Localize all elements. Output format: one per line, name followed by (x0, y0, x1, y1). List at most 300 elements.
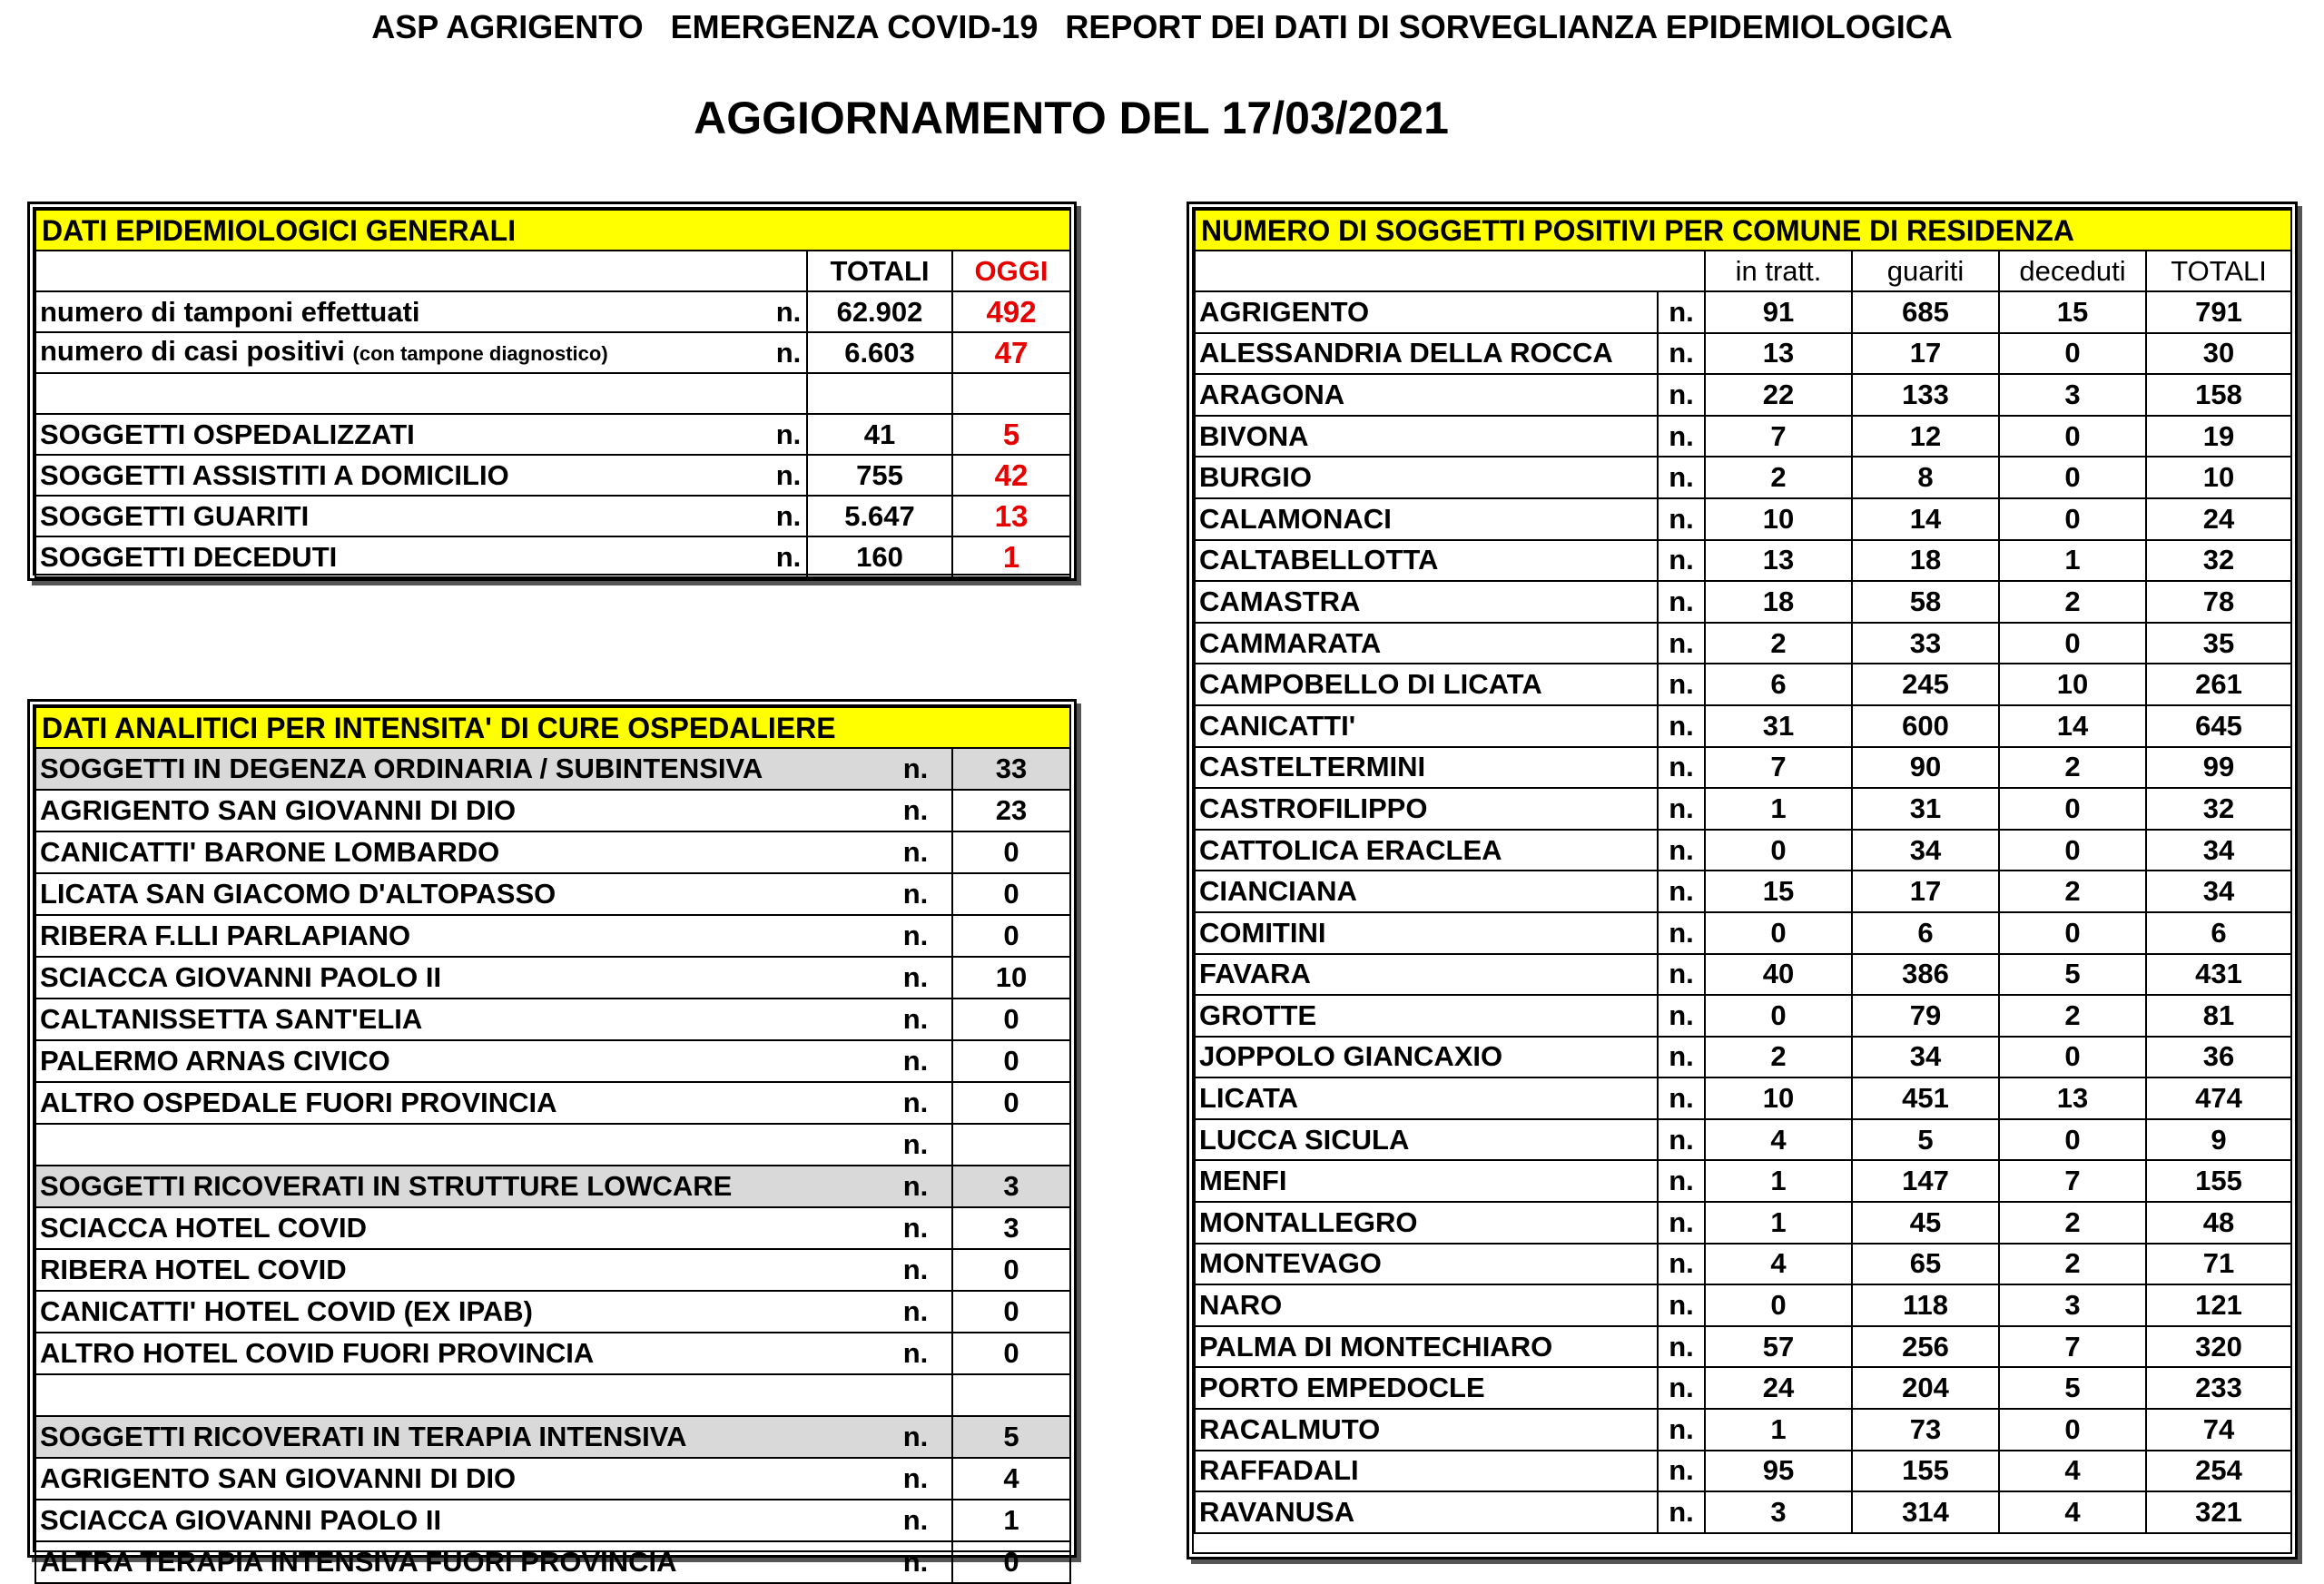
municipality-in-tratt: 0 (1705, 830, 1852, 871)
hospital-row-unit: n. (880, 1458, 952, 1500)
hospital-row (35, 873, 1070, 915)
hospital-row (35, 999, 1070, 1040)
municipality-in-tratt: 1 (1705, 1160, 1852, 1202)
municipality-guariti: 204 (1852, 1367, 1999, 1409)
general-row-unit: n. (771, 496, 807, 536)
hospital-row (35, 790, 1070, 831)
hospital-row-label: CANICATTI' HOTEL COVID (EX IPAB) (35, 1291, 880, 1333)
hospital-row-value: 0 (952, 1333, 1070, 1374)
municipality-unit: n. (1658, 540, 1705, 582)
general-data-table (34, 209, 1071, 578)
municipality-guariti: 45 (1852, 1202, 1999, 1244)
municipality-totali: 791 (2146, 291, 2291, 333)
municipality-row (1195, 747, 2291, 789)
col-header-guariti: guariti (1852, 251, 1999, 291)
municipality-totali: 19 (2146, 416, 2291, 457)
municipality-row (1195, 623, 2291, 664)
municipality-deceduti: 10 (1999, 664, 2146, 705)
municipality-totali: 121 (2146, 1284, 2291, 1326)
municipality-unit: n. (1658, 374, 1705, 416)
municipality-deceduti: 0 (1999, 1409, 2146, 1451)
municipality-guariti: 58 (1852, 581, 1999, 623)
hospital-row-value: 0 (952, 1249, 1070, 1291)
general-row-totali: 160 (807, 536, 952, 577)
municipality-name: PALMA DI MONTECHIARO (1195, 1326, 1658, 1368)
hospital-row (35, 831, 1070, 873)
municipality-in-tratt: 10 (1705, 1077, 1852, 1119)
hospital-care-panel (27, 699, 1077, 1578)
hospital-row-label: SOGGETTI RICOVERATI IN STRUTTURE LOWCARE (35, 1166, 880, 1207)
hospital-row (35, 1207, 1070, 1249)
municipality-totali: 36 (2146, 1037, 2291, 1078)
general-row-label-text: SOGGETTI DECEDUTI (40, 540, 338, 573)
municipality-totali: 34 (2146, 871, 2291, 912)
municipality-deceduti: 7 (1999, 1326, 2146, 1368)
municipality-row (1195, 664, 2291, 705)
hospital-row-value: 0 (952, 831, 1070, 873)
municipality-totali: 431 (2146, 954, 2291, 996)
municipality-name: CALTABELLOTTA (1195, 540, 1658, 582)
municipality-name: CATTOLICA ERACLEA (1195, 830, 1658, 871)
municipality-guariti: 17 (1852, 871, 1999, 912)
municipality-name: BIVONA (1195, 416, 1658, 457)
hospital-row-label: CALTANISSETTA SANT'ELIA (35, 999, 880, 1040)
hospital-row-label: CANICATTI' BARONE LOMBARDO (35, 831, 880, 873)
municipality-unit: n. (1658, 1244, 1705, 1285)
municipality-deceduti: 5 (1999, 954, 2146, 996)
municipality-in-tratt: 0 (1705, 1284, 1852, 1326)
municipality-unit: n. (1658, 995, 1705, 1037)
general-data-row (35, 536, 1070, 577)
hospital-row-unit: n. (880, 999, 952, 1040)
municipality-row (1195, 705, 2291, 747)
municipality-unit: n. (1658, 788, 1705, 830)
municipality-name: RAVANUSA (1195, 1491, 1658, 1533)
general-data-row (35, 496, 1070, 536)
hospital-row (35, 1291, 1070, 1333)
hospital-row-label: LICATA SAN GIACOMO D'ALTOPASSO (35, 873, 880, 915)
municipality-totali: 32 (2146, 540, 2291, 582)
municipality-unit: n. (1658, 664, 1705, 705)
municipality-guariti: 155 (1852, 1451, 1999, 1492)
municipality-row (1195, 995, 2291, 1037)
hospital-row-label: RIBERA HOTEL COVID (35, 1249, 880, 1291)
municipality-row (1195, 581, 2291, 623)
general-row-oggi: 47 (952, 332, 1070, 373)
municipality-totali: 32 (2146, 788, 2291, 830)
hospital-row-value: 1 (952, 1500, 1070, 1541)
municipality-totali: 10 (2146, 457, 2291, 498)
municipality-guariti: 17 (1852, 333, 1999, 375)
general-row-oggi: 492 (952, 291, 1070, 332)
municipality-in-tratt: 4 (1705, 1119, 1852, 1161)
municipality-unit: n. (1658, 498, 1705, 540)
hospital-row-value: 4 (952, 1458, 1070, 1500)
municipality-unit: n. (1658, 333, 1705, 375)
municipality-in-tratt: 2 (1705, 457, 1852, 498)
municipality-totali: 9 (2146, 1119, 2291, 1161)
municipality-in-tratt: 22 (1705, 374, 1852, 416)
municipality-in-tratt: 0 (1705, 995, 1852, 1037)
municipality-totali: 254 (2146, 1451, 2291, 1492)
general-data-title: DATI EPIDEMIOLOGICI GENERALI (35, 210, 1070, 251)
general-row-oggi: 13 (952, 496, 1070, 536)
hospital-row-label: SCIACCA GIOVANNI PAOLO II (35, 1500, 880, 1541)
municipality-deceduti: 2 (1999, 1244, 2146, 1285)
hospital-group-row (35, 748, 1070, 790)
general-data-row (35, 291, 1070, 332)
municipality-deceduti: 13 (1999, 1077, 2146, 1119)
col-header-in-tratt: in tratt. (1705, 251, 1852, 291)
municipality-totali: 48 (2146, 1202, 2291, 1244)
municipality-deceduti: 2 (1999, 581, 2146, 623)
municipality-deceduti: 0 (1999, 912, 2146, 954)
hospital-row-label (35, 1374, 880, 1416)
municipality-row (1195, 457, 2291, 498)
municipality-totali: 320 (2146, 1326, 2291, 1368)
municipality-in-tratt: 1 (1705, 1409, 1852, 1451)
municipality-name: BURGIO (1195, 457, 1658, 498)
municipality-in-tratt: 1 (1705, 1202, 1852, 1244)
municipality-guariti: 245 (1852, 664, 1999, 705)
hospital-row-label: RIBERA F.LLI PARLAPIANO (35, 915, 880, 957)
municipality-deceduti: 2 (1999, 871, 2146, 912)
general-row-label-text: SOGGETTI ASSISTITI A DOMICILIO (40, 458, 509, 491)
hospital-row-value: 5 (952, 1416, 1070, 1458)
hospital-group-row (35, 1416, 1070, 1458)
municipality-name: MENFI (1195, 1160, 1658, 1202)
municipality-row (1195, 1077, 2291, 1119)
municipality-row (1195, 1119, 2291, 1161)
hospital-row-unit: n. (880, 873, 952, 915)
municipality-row (1195, 540, 2291, 582)
municipality-in-tratt: 3 (1705, 1491, 1852, 1533)
municipality-guariti: 34 (1852, 830, 1999, 871)
municipality-unit: n. (1658, 1284, 1705, 1326)
municipality-totali: 24 (2146, 498, 2291, 540)
hospital-row (35, 1082, 1070, 1124)
municipality-deceduti: 2 (1999, 747, 2146, 789)
municipality-row (1195, 1326, 2291, 1368)
municipality-deceduti: 0 (1999, 1119, 2146, 1161)
municipality-totali: 645 (2146, 705, 2291, 747)
general-row-label-text: SOGGETTI GUARITI (40, 499, 310, 532)
municipality-unit: n. (1658, 623, 1705, 664)
municipality-guariti: 147 (1852, 1160, 1999, 1202)
municipality-row (1195, 1409, 2291, 1451)
col-header-totali-comuni: TOTALI (2146, 251, 2291, 291)
hospital-row-unit: n. (880, 1249, 952, 1291)
general-data-row (35, 373, 1070, 414)
municipality-row (1195, 333, 2291, 375)
general-row-unit: n. (771, 332, 807, 373)
municipality-unit: n. (1658, 581, 1705, 623)
municipality-name: GROTTE (1195, 995, 1658, 1037)
hospital-row-value: 0 (952, 999, 1070, 1040)
col-header-totali: TOTALI (807, 251, 952, 291)
municipality-deceduti: 0 (1999, 623, 2146, 664)
municipality-name: CASTROFILIPPO (1195, 788, 1658, 830)
municipality-totali: 261 (2146, 664, 2291, 705)
municipality-row (1195, 374, 2291, 416)
municipality-deceduti: 0 (1999, 1037, 2146, 1078)
hospital-row-value: 0 (952, 1040, 1070, 1082)
municipality-row (1195, 498, 2291, 540)
municipality-unit: n. (1658, 954, 1705, 996)
municipality-name: NARO (1195, 1284, 1658, 1326)
general-row-unit: n. (771, 414, 807, 455)
col-header-deceduti: deceduti (1999, 251, 2146, 291)
municipality-deceduti: 2 (1999, 1202, 2146, 1244)
municipality-guariti: 65 (1852, 1244, 1999, 1285)
municipality-row (1195, 291, 2291, 333)
municipality-unit: n. (1658, 705, 1705, 747)
general-data-panel (27, 202, 1077, 581)
municipality-totali: 78 (2146, 581, 2291, 623)
municipality-unit: n. (1658, 1160, 1705, 1202)
municipality-deceduti: 0 (1999, 416, 2146, 457)
municipality-deceduti: 3 (1999, 374, 2146, 416)
municipality-deceduti: 0 (1999, 788, 2146, 830)
municipality-unit: n. (1658, 416, 1705, 457)
hospital-row-label: SOGGETTI IN DEGENZA ORDINARIA / SUBINTENSIVA (35, 748, 880, 790)
hospital-row (35, 1458, 1070, 1500)
municipality-totali: 158 (2146, 374, 2291, 416)
municipality-guariti: 256 (1852, 1326, 1999, 1368)
hospital-row-unit: n. (880, 1416, 952, 1458)
hospital-care-title: DATI ANALITICI PER INTENSITA' DI CURE OSPEDALIERE (35, 707, 1070, 748)
municipality-unit: n. (1658, 1077, 1705, 1119)
municipality-in-tratt: 7 (1705, 747, 1852, 789)
hospital-row-unit: n. (880, 748, 952, 790)
municipality-name: CANICATTI' (1195, 705, 1658, 747)
municipality-table (1194, 209, 2292, 1534)
general-row-totali: 5.647 (807, 496, 952, 536)
municipality-row (1195, 416, 2291, 457)
municipality-name: COMITINI (1195, 912, 1658, 954)
municipality-row (1195, 1202, 2291, 1244)
municipality-unit: n. (1658, 747, 1705, 789)
municipality-guariti: 8 (1852, 457, 1999, 498)
general-row-unit (771, 373, 807, 414)
municipality-deceduti: 3 (1999, 1284, 2146, 1326)
municipality-in-tratt: 24 (1705, 1367, 1852, 1409)
municipality-name: JOPPOLO GIANCAXIO (1195, 1037, 1658, 1078)
municipality-in-tratt: 40 (1705, 954, 1852, 996)
hospital-row-label: AGRIGENTO SAN GIOVANNI DI DIO (35, 790, 880, 831)
general-row-label-text: SOGGETTI OSPEDALIZZATI (40, 418, 415, 450)
municipality-name: MONTEVAGO (1195, 1244, 1658, 1285)
municipality-deceduti: 15 (1999, 291, 2146, 333)
hospital-row-unit: n. (880, 1166, 952, 1207)
municipality-name: CALAMONACI (1195, 498, 1658, 540)
general-row-label (35, 332, 771, 373)
general-row-label (35, 414, 771, 455)
general-row-unit: n. (771, 536, 807, 577)
hospital-row-unit: n. (880, 1500, 952, 1541)
general-row-label-text: numero di tamponi effettuati (40, 295, 420, 328)
hospital-row-unit: n. (880, 957, 952, 999)
general-row-oggi: 5 (952, 414, 1070, 455)
report-update-date: AGGIORNAMENTO DEL 17/03/2021 (694, 93, 1449, 143)
municipality-guariti: 12 (1852, 416, 1999, 457)
municipality-deceduti: 2 (1999, 995, 2146, 1037)
municipality-guariti: 33 (1852, 623, 1999, 664)
general-row-label (35, 455, 771, 496)
municipality-deceduti: 4 (1999, 1491, 2146, 1533)
hospital-row (35, 915, 1070, 957)
municipality-name: LUCCA SICULA (1195, 1119, 1658, 1161)
hospital-row-label (35, 1124, 880, 1166)
hospital-row-value: 0 (952, 1541, 1070, 1583)
municipality-deceduti: 0 (1999, 333, 2146, 375)
hospital-row (35, 1374, 1070, 1416)
municipality-row (1195, 830, 2291, 871)
municipality-guariti: 314 (1852, 1491, 1999, 1533)
municipality-name: LICATA (1195, 1077, 1658, 1119)
hospital-care-table (34, 706, 1071, 1584)
municipality-unit: n. (1658, 1326, 1705, 1368)
municipality-row (1195, 1160, 2291, 1202)
municipality-name: PORTO EMPEDOCLE (1195, 1367, 1658, 1409)
municipality-guariti: 5 (1852, 1119, 1999, 1161)
general-data-row (35, 332, 1070, 373)
hospital-row-label: SCIACCA GIOVANNI PAOLO II (35, 957, 880, 999)
municipality-guariti: 34 (1852, 1037, 1999, 1078)
municipality-guariti: 18 (1852, 540, 1999, 582)
general-data-row (35, 455, 1070, 496)
municipality-row (1195, 1284, 2291, 1326)
general-row-unit: n. (771, 291, 807, 332)
municipality-in-tratt: 2 (1705, 1037, 1852, 1078)
municipality-totali: 155 (2146, 1160, 2291, 1202)
municipality-in-tratt: 31 (1705, 705, 1852, 747)
municipality-deceduti: 1 (1999, 540, 2146, 582)
municipality-unit: n. (1658, 1451, 1705, 1492)
municipality-deceduti: 0 (1999, 830, 2146, 871)
hospital-row-unit: n. (880, 1082, 952, 1124)
municipality-unit: n. (1658, 1119, 1705, 1161)
municipality-in-tratt: 0 (1705, 912, 1852, 954)
municipality-name: CIANCIANA (1195, 871, 1658, 912)
general-row-label (35, 536, 771, 577)
hospital-row-unit: n. (880, 1541, 952, 1583)
hospital-row-value: 3 (952, 1166, 1070, 1207)
municipality-row (1195, 912, 2291, 954)
hospital-row (35, 1124, 1070, 1166)
municipality-panel (1187, 202, 2298, 1559)
municipality-guariti: 133 (1852, 374, 1999, 416)
municipality-deceduti: 4 (1999, 1451, 2146, 1492)
hospital-row-value: 0 (952, 873, 1070, 915)
col-header-oggi: OGGI (952, 251, 1070, 291)
municipality-guariti: 79 (1852, 995, 1999, 1037)
municipality-guariti: 118 (1852, 1284, 1999, 1326)
general-row-oggi (952, 373, 1070, 414)
municipality-in-tratt: 1 (1705, 788, 1852, 830)
municipality-guariti: 90 (1852, 747, 1999, 789)
hospital-row-value: 3 (952, 1207, 1070, 1249)
hospital-row (35, 1249, 1070, 1291)
hospital-row-label: SCIACCA HOTEL COVID (35, 1207, 880, 1249)
municipality-deceduti: 0 (1999, 457, 2146, 498)
general-row-oggi: 1 (952, 536, 1070, 577)
hospital-row-value: 0 (952, 1291, 1070, 1333)
municipality-unit: n. (1658, 871, 1705, 912)
municipality-row (1195, 788, 2291, 830)
municipality-unit: n. (1658, 1367, 1705, 1409)
municipality-totali: 34 (2146, 830, 2291, 871)
municipality-deceduti: 5 (1999, 1367, 2146, 1409)
municipality-totali: 35 (2146, 623, 2291, 664)
hospital-row-label: ALTRO OSPEDALE FUORI PROVINCIA (35, 1082, 880, 1124)
municipality-name: RAFFADALI (1195, 1451, 1658, 1492)
municipality-totali: 233 (2146, 1367, 2291, 1409)
municipality-unit: n. (1658, 830, 1705, 871)
hospital-row-label: ALTRO HOTEL COVID FUORI PROVINCIA (35, 1333, 880, 1374)
municipality-in-tratt: 95 (1705, 1451, 1852, 1492)
municipality-row (1195, 1244, 2291, 1285)
general-row-totali: 6.603 (807, 332, 952, 373)
municipality-name: CASTELTERMINI (1195, 747, 1658, 789)
municipality-guariti: 31 (1852, 788, 1999, 830)
municipality-guariti: 451 (1852, 1077, 1999, 1119)
general-row-oggi: 42 (952, 455, 1070, 496)
general-row-label-text: numero di casi positivi (40, 335, 345, 367)
municipality-in-tratt: 6 (1705, 664, 1852, 705)
municipality-totali: 6 (2146, 912, 2291, 954)
municipality-deceduti: 14 (1999, 705, 2146, 747)
municipality-guariti: 386 (1852, 954, 1999, 996)
hospital-row-unit: n. (880, 1291, 952, 1333)
municipality-name: RACALMUTO (1195, 1409, 1658, 1451)
municipality-guariti: 14 (1852, 498, 1999, 540)
hospital-row (35, 1500, 1070, 1541)
municipality-totali: 74 (2146, 1409, 2291, 1451)
municipality-unit: n. (1658, 1409, 1705, 1451)
municipality-unit: n. (1658, 457, 1705, 498)
municipality-totali: 321 (2146, 1491, 2291, 1533)
municipality-in-tratt: 91 (1705, 291, 1852, 333)
municipality-name: FAVARA (1195, 954, 1658, 996)
municipality-guariti: 685 (1852, 291, 1999, 333)
general-row-note: (con tampone diagnostico) (352, 342, 608, 365)
municipality-name: AGRIGENTO (1195, 291, 1658, 333)
hospital-row-value (952, 1124, 1070, 1166)
municipality-deceduti: 0 (1999, 498, 2146, 540)
municipality-in-tratt: 4 (1705, 1244, 1852, 1285)
general-row-label (35, 373, 771, 414)
hospital-row (35, 957, 1070, 999)
municipality-totali: 81 (2146, 995, 2291, 1037)
municipality-name: CAMPOBELLO DI LICATA (1195, 664, 1658, 705)
municipality-name: ARAGONA (1195, 374, 1658, 416)
hospital-row (35, 1333, 1070, 1374)
report-title: ASP AGRIGENTO EMERGENZA COVID-19 REPORT DEI DATI DI SORVEGLIANZA EPIDEMIOLOGICA (371, 8, 1953, 45)
hospital-row-unit: n. (880, 1207, 952, 1249)
general-row-totali: 755 (807, 455, 952, 496)
municipality-totali: 474 (2146, 1077, 2291, 1119)
hospital-row-unit: n. (880, 831, 952, 873)
municipality-guariti: 600 (1852, 705, 1999, 747)
hospital-row-value: 33 (952, 748, 1070, 790)
hospital-row-unit: n. (880, 1040, 952, 1082)
municipality-unit: n. (1658, 1037, 1705, 1078)
hospital-row-unit: n. (880, 790, 952, 831)
hospital-row-label: ALTRA TERAPIA INTENSIVA FUORI PROVINCIA (35, 1541, 880, 1583)
hospital-row-unit: n. (880, 1333, 952, 1374)
municipality-totali: 99 (2146, 747, 2291, 789)
